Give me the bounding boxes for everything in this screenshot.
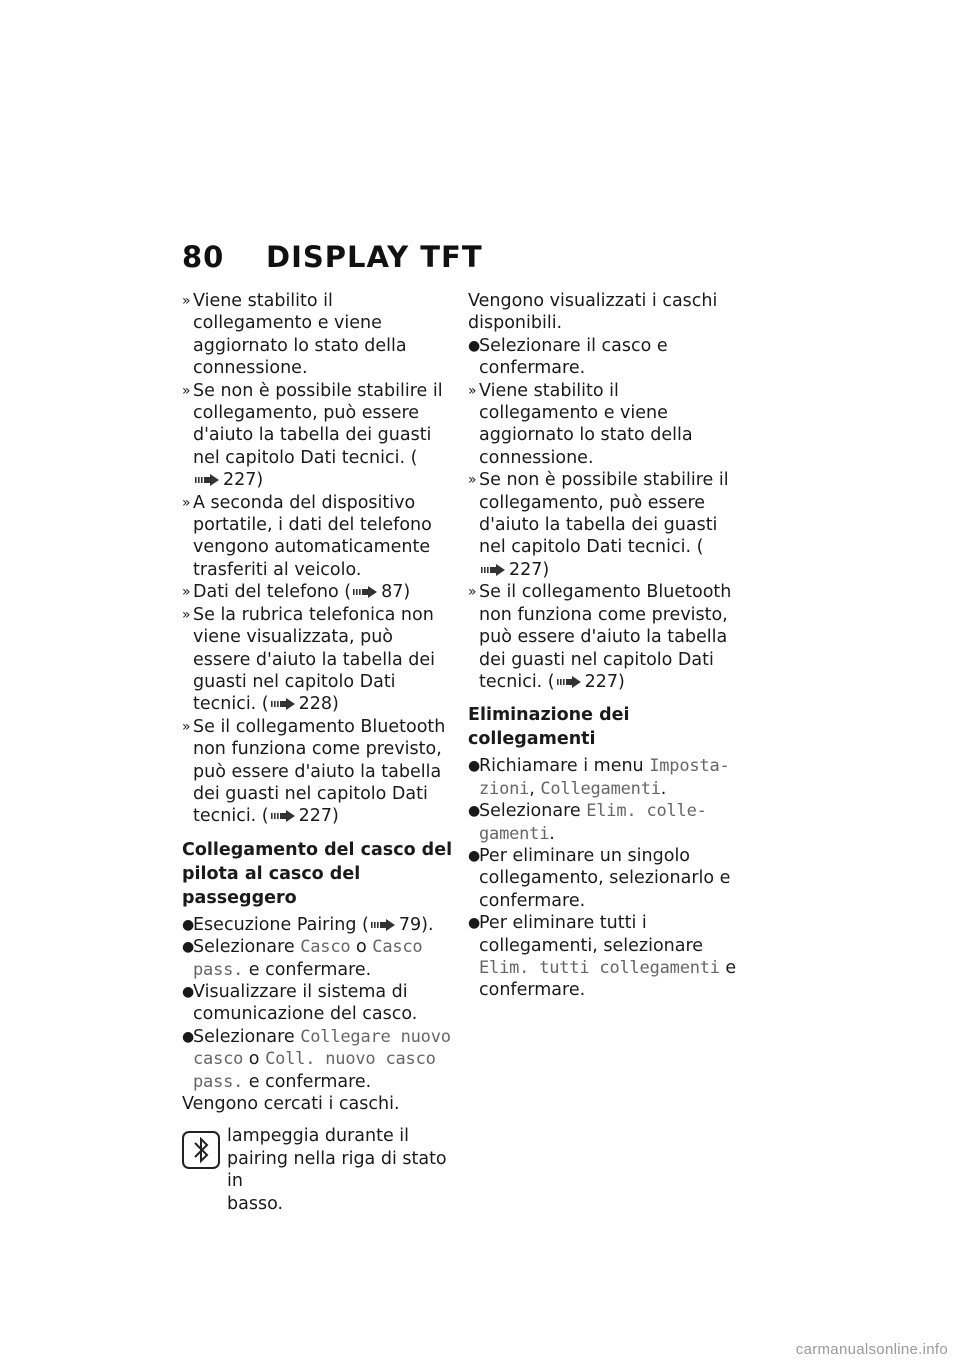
section-heading: Eliminazione dei collegamenti (468, 705, 630, 750)
intro-paragraph: Vengono visualizzati i caschi disponibili. (468, 291, 718, 334)
bluetooth-note (182, 1125, 454, 1215)
bullet-marker: ● (468, 758, 481, 775)
bullet-marker: ● (182, 916, 195, 933)
result-text: Viene stabilito il collegamento e viene aggiornato lo stato della connessione. (193, 291, 407, 379)
result-marker: » (182, 606, 191, 623)
menu-option-casco-pass: Casco pass. (193, 937, 423, 980)
result-marker: » (182, 584, 191, 601)
step-text: o (248, 1049, 260, 1070)
step-text: Richiamare i menu (479, 756, 644, 777)
page-reference-arrow-icon (481, 559, 505, 581)
page-reference[interactable]: 228) (298, 694, 339, 715)
step-text: Selezionare (193, 937, 295, 958)
bluetooth-note-text: basso. (227, 1193, 284, 1214)
page-reference-arrow-icon (271, 805, 295, 827)
step-text: , (529, 778, 535, 799)
result-text: Se il collegamento Bluetooth non funziona come previsto, può essere d'aiuto la tabella dei guasti nel capitolo Dati tecnici. ( (479, 582, 732, 692)
result-item (182, 581, 454, 603)
page-reference[interactable]: 227) (509, 559, 550, 580)
result-item (468, 469, 740, 581)
step-item (182, 936, 454, 981)
bluetooth-icon (182, 1131, 220, 1169)
page-reference[interactable]: 227) (223, 470, 264, 491)
result-marker: » (468, 382, 477, 399)
menu-option-collegare-nuovo-casco: Collegare nuovo casco (193, 1026, 451, 1070)
step-item (468, 800, 740, 845)
bluetooth-note-text: lampeggia durante il pairing nella riga di stato in (227, 1126, 447, 1192)
page-reference[interactable]: 79). (398, 914, 434, 935)
result-text: Viene stabilito il collegamento e viene aggiornato lo stato della connessione. (479, 380, 693, 468)
page-reference[interactable]: 227) (584, 671, 625, 692)
result-item (182, 380, 454, 492)
section-title: DISPLAY TFT (266, 240, 483, 274)
page-header (182, 240, 483, 274)
page-reference[interactable]: 87) (381, 582, 411, 603)
step-item (468, 845, 740, 912)
result-marker: » (468, 584, 477, 601)
result-marker: » (182, 718, 191, 735)
page-reference-arrow-icon (557, 671, 581, 693)
result-marker: » (182, 293, 191, 309)
page-reference[interactable]: 227) (298, 806, 339, 827)
menu-option-elim-collegamenti: Elim. colle-gamenti (479, 801, 707, 844)
result-text: Dati del telefono ( (193, 582, 352, 603)
bullet-marker: ● (468, 847, 481, 864)
step-item (468, 755, 740, 800)
step-text: Per eliminare tutti i collegamenti, selezionare (479, 913, 704, 956)
result-text: Se non è possibile stabilire il collegamento, può essere d'aiuto la tabella dei guasti nel capitolo Dati tecnici. ( (479, 470, 729, 558)
menu-option-impostazioni: Imposta-zioni (479, 756, 730, 799)
menu-option-coll-nuovo-casco-pass: Coll. nuovo casco pass. (193, 1049, 436, 1092)
step-text: Selezionare il casco e confermare. (479, 335, 668, 379)
result-marker: » (182, 494, 191, 511)
step-item (182, 914, 454, 936)
page-reference-arrow-icon (371, 914, 395, 936)
section-heading: Collegamento del casco del pilota al casco del passeggero (182, 839, 453, 908)
bullet-marker: ● (468, 337, 481, 354)
step-text: e confermare. (479, 957, 737, 1001)
page-reference-arrow-icon (271, 693, 295, 715)
watermark: carmanualsonline.info (795, 1341, 948, 1358)
result-item (182, 604, 454, 716)
result-item (182, 492, 454, 582)
left-column (182, 290, 454, 1215)
bullet-marker: ● (468, 803, 481, 820)
bullet-marker: ● (182, 983, 195, 1000)
bullet-marker: ● (182, 1028, 195, 1045)
result-marker: » (182, 382, 191, 399)
result-item (468, 380, 740, 470)
page-reference-arrow-icon (353, 581, 377, 603)
page-reference-arrow-icon (195, 469, 219, 491)
step-item (182, 981, 454, 1026)
step-text: Esecuzione Pairing ( (193, 914, 369, 935)
result-item (468, 581, 740, 693)
step-item (468, 335, 740, 380)
step-item (468, 912, 740, 1002)
result-text: Se non è possibile stabilire il collegamento, può essere d'aiuto la tabella dei guasti nel capitolo Dati tecnici. ( (193, 380, 443, 468)
right-column (468, 290, 740, 1002)
step-text: . (660, 778, 667, 799)
result-marker: » (468, 472, 477, 489)
result-item (182, 716, 454, 828)
page-number: 80 (182, 240, 225, 274)
step-text: Selezionare (193, 1026, 295, 1047)
bullet-marker: ● (468, 915, 481, 932)
result-text: Se il collegamento Bluetooth non funziona come previsto, può essere d'aiuto la tabella dei guasti nel capitolo Dati tecnici. ( (193, 716, 446, 827)
menu-option-casco: Casco (300, 937, 351, 958)
step-item (182, 1026, 454, 1093)
step-text: e confermare. (248, 1071, 372, 1092)
result-text: Se la rubrica telefonica non viene visualizzata, può essere d'aiuto la tabella dei guasti nel capitolo Dati tecnici. ( (193, 604, 435, 715)
menu-option-collegamenti: Collegamenti (540, 778, 661, 799)
result-paragraph: Vengono cercati i caschi. (182, 1094, 400, 1114)
menu-option-elim-tutti-collegamenti: Elim. tutti collegamenti (479, 957, 720, 978)
step-text: . (549, 823, 555, 844)
result-text: A seconda del dispositivo portatile, i dati del telefono vengono automaticamente trasferiti al veicolo. (193, 492, 432, 580)
step-text: Per eliminare un singolo collegamento, selezionarlo e confermare. (479, 845, 731, 911)
step-text: Visualizzare il sistema di comunicazione del casco. (193, 981, 418, 1025)
step-text: e confermare. (248, 959, 372, 980)
step-text: Selezionare (479, 801, 581, 822)
step-text: o (356, 937, 367, 958)
bullet-marker: ● (182, 939, 195, 956)
result-item (182, 290, 454, 380)
